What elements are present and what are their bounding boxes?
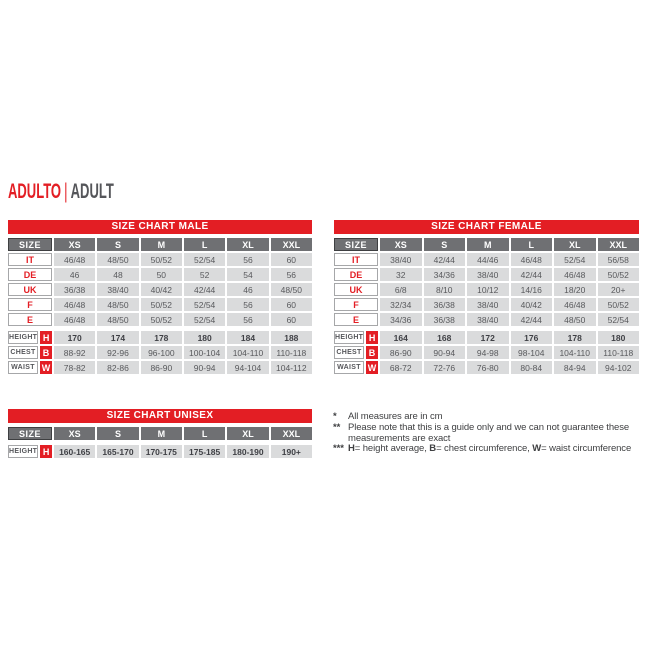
size-system-label: F [334, 298, 378, 311]
size-value-cell: 50/52 [598, 298, 640, 311]
size-system-label: DE [8, 268, 52, 281]
size-system-label: UK [8, 283, 52, 296]
measure-value-cell: 176 [511, 331, 553, 344]
column-header-cell: S [424, 238, 466, 251]
measure-value-cell: 110-118 [271, 346, 312, 359]
column-header-cell: XXL [598, 238, 640, 251]
footnote-text: = height average, [354, 443, 430, 455]
measure-value-cell: 180 [184, 331, 225, 344]
column-header-cell: L [184, 238, 225, 251]
size-value-cell: 60 [271, 253, 312, 266]
measure-value-cell: 94-104 [227, 361, 268, 374]
column-header-cell: M [141, 238, 182, 251]
measure-rows-grid [8, 331, 312, 374]
size-value-cell: 60 [271, 298, 312, 311]
column-header-cell: XXL [271, 238, 312, 251]
size-value-cell: 36/38 [424, 298, 466, 311]
measure-value-cell: 165-170 [97, 445, 138, 458]
page-title [8, 182, 114, 202]
size-value-cell: 52/54 [184, 313, 225, 326]
measure-value-cell: 76-80 [467, 361, 509, 374]
size-value-cell: 46/48 [54, 298, 95, 311]
measure-value-cell: 178 [141, 331, 182, 344]
size-value-cell: 46/48 [511, 253, 553, 266]
measure-value-cell: 94-98 [467, 346, 509, 359]
measure-label: CHEST [8, 346, 38, 359]
column-header-cell: XL [227, 427, 268, 440]
table-header-row [334, 238, 639, 251]
size-value-cell: 56 [227, 298, 268, 311]
size-system-label: E [334, 313, 378, 326]
size-value-cell: 46/48 [54, 313, 95, 326]
footnote-text: H [348, 443, 355, 455]
size-header-cell: SIZE [8, 427, 52, 440]
measure-label-group [334, 331, 378, 344]
footnote-line [333, 444, 635, 455]
size-value-cell: 46/48 [54, 253, 95, 266]
size-value-cell: 42/44 [424, 253, 466, 266]
size-value-cell: 36/38 [424, 313, 466, 326]
size-value-cell: 40/42 [141, 283, 182, 296]
measure-label-group [334, 346, 378, 359]
size-rows-grid [334, 253, 639, 326]
size-value-cell: 52 [184, 268, 225, 281]
size-value-cell: 46 [227, 283, 268, 296]
measure-badge: B [40, 346, 52, 359]
size-system-label: UK [334, 283, 378, 296]
column-header-cell: XL [554, 238, 596, 251]
title-separator: | [64, 180, 68, 203]
measure-label: WAIST [334, 361, 364, 374]
size-value-cell: 52/54 [184, 298, 225, 311]
size-value-cell: 48/50 [554, 313, 596, 326]
size-system-label: IT [8, 253, 52, 266]
measure-value-cell: 110-118 [598, 346, 640, 359]
measure-rows-grid [8, 445, 312, 458]
footnote-marker: *** [333, 443, 344, 455]
column-header-cell: XXL [271, 427, 312, 440]
size-chart-unisex-table [8, 409, 312, 458]
footnote-text: = chest circumference, [436, 443, 533, 455]
size-value-cell: 6/8 [380, 283, 422, 296]
size-value-cell: 56 [271, 268, 312, 281]
size-value-cell: 56/58 [598, 253, 640, 266]
measure-value-cell: 98-104 [511, 346, 553, 359]
column-header-cell: M [467, 238, 509, 251]
table-header-row [8, 238, 312, 251]
size-value-cell: 20+ [598, 283, 640, 296]
size-value-cell: 32/34 [380, 298, 422, 311]
measure-badge: H [40, 331, 52, 344]
size-system-label: F [8, 298, 52, 311]
column-header-cell: XL [227, 238, 268, 251]
column-header-cell: L [184, 427, 225, 440]
size-value-cell: 38/40 [467, 268, 509, 281]
table-title-bar: SIZE CHART UNISEX [8, 409, 312, 423]
column-header-cell: XS [54, 427, 95, 440]
column-header-cell: XS [54, 238, 95, 251]
table-header-row [8, 427, 312, 440]
measure-label: HEIGHT [334, 331, 364, 344]
size-value-cell: 42/44 [511, 313, 553, 326]
measure-value-cell: 92-96 [97, 346, 138, 359]
footnote-marker: ** [333, 421, 341, 433]
size-value-cell: 48/50 [97, 298, 138, 311]
measure-value-cell: 188 [271, 331, 312, 344]
table-title-bar: SIZE CHART FEMALE [334, 220, 639, 234]
measure-badge: H [366, 331, 378, 344]
footnote-text: = waist circumference [541, 443, 632, 455]
measure-label: HEIGHT [8, 331, 38, 344]
measure-value-cell: 94-102 [598, 361, 640, 374]
size-value-cell: 52/54 [184, 253, 225, 266]
measure-value-cell: 104-112 [271, 361, 312, 374]
column-header-cell: S [97, 238, 138, 251]
size-system-label: E [8, 313, 52, 326]
title-primary: ADULTO [8, 180, 62, 203]
measure-value-cell: 190+ [271, 445, 312, 458]
size-value-cell: 46 [54, 268, 95, 281]
size-value-cell: 50/52 [598, 268, 640, 281]
size-rows-grid [8, 253, 312, 326]
size-value-cell: 50/52 [141, 253, 182, 266]
size-value-cell: 56 [227, 313, 268, 326]
measure-label-group [8, 361, 52, 374]
measure-value-cell: 90-94 [424, 346, 466, 359]
size-chart-female-table [334, 220, 639, 374]
size-header-cell: SIZE [8, 238, 52, 251]
size-value-cell: 48 [97, 268, 138, 281]
measure-badge: B [366, 346, 378, 359]
measure-label-group [8, 331, 52, 344]
size-value-cell: 60 [271, 313, 312, 326]
size-value-cell: 48/50 [97, 253, 138, 266]
size-value-cell: 56 [227, 253, 268, 266]
size-value-cell: 52/54 [554, 253, 596, 266]
size-value-cell: 42/44 [511, 268, 553, 281]
measure-value-cell: 170 [54, 331, 95, 344]
measure-label-group [334, 361, 378, 374]
measure-value-cell: 168 [424, 331, 466, 344]
measure-value-cell: 96-100 [141, 346, 182, 359]
size-header-cell: SIZE [334, 238, 378, 251]
column-header-cell: M [141, 427, 182, 440]
measure-value-cell: 84-94 [554, 361, 596, 374]
measure-value-cell: 175-185 [184, 445, 225, 458]
footnote-text: Please note that this is a guide only and we can not guarantee these measurements are exact [348, 421, 630, 444]
size-system-label: DE [334, 268, 378, 281]
measure-value-cell: 104-110 [227, 346, 268, 359]
footnote-line [333, 423, 635, 445]
footnote-text: All measures are in cm [348, 411, 443, 422]
measure-badge: W [367, 362, 377, 373]
measure-value-cell: 80-84 [511, 361, 553, 374]
measure-value-cell: 72-76 [424, 361, 466, 374]
measure-value-cell: 160-165 [54, 445, 95, 458]
size-value-cell: 48/50 [271, 283, 312, 296]
size-value-cell: 8/10 [424, 283, 466, 296]
measure-label: CHEST [334, 346, 364, 359]
column-header-cell: XS [380, 238, 422, 251]
measure-value-cell: 174 [97, 331, 138, 344]
size-value-cell: 34/36 [424, 268, 466, 281]
measure-value-cell: 82-86 [97, 361, 138, 374]
measure-value-cell: 86-90 [380, 346, 422, 359]
measure-value-cell: 104-110 [554, 346, 596, 359]
footnote-marker: * [333, 411, 337, 422]
measure-value-cell: 180-190 [227, 445, 268, 458]
measure-label-group [8, 445, 52, 458]
title-secondary: ADULT [70, 180, 114, 203]
size-system-label: IT [334, 253, 378, 266]
size-value-cell: 38/40 [467, 313, 509, 326]
size-value-cell: 50/52 [141, 298, 182, 311]
size-value-cell: 46/48 [554, 298, 596, 311]
measure-value-cell: 184 [227, 331, 268, 344]
measure-value-cell: 172 [467, 331, 509, 344]
size-value-cell: 44/46 [467, 253, 509, 266]
measure-badge: W [41, 362, 51, 373]
measure-badge: H [40, 445, 52, 458]
column-header-cell: S [97, 427, 138, 440]
column-header-cell: L [511, 238, 553, 251]
size-value-cell: 48/50 [97, 313, 138, 326]
measure-value-cell: 178 [554, 331, 596, 344]
size-value-cell: 40/42 [511, 298, 553, 311]
size-value-cell: 50/52 [141, 313, 182, 326]
size-value-cell: 50 [141, 268, 182, 281]
size-value-cell: 54 [227, 268, 268, 281]
measure-label-group [8, 346, 52, 359]
size-value-cell: 10/12 [467, 283, 509, 296]
footnote-text: B [429, 443, 437, 455]
footnote-text: W [532, 443, 542, 455]
size-value-cell: 52/54 [598, 313, 640, 326]
measure-value-cell: 164 [380, 331, 422, 344]
measure-value-cell: 180 [598, 331, 640, 344]
measure-label: WAIST [8, 361, 38, 374]
size-value-cell: 36/38 [54, 283, 95, 296]
size-value-cell: 14/16 [511, 283, 553, 296]
measure-value-cell: 100-104 [184, 346, 225, 359]
measure-value-cell: 68-72 [380, 361, 422, 374]
size-value-cell: 34/36 [380, 313, 422, 326]
size-value-cell: 38/40 [467, 298, 509, 311]
measure-value-cell: 170-175 [141, 445, 182, 458]
measure-label: HEIGHT [8, 445, 38, 458]
size-value-cell: 38/40 [380, 253, 422, 266]
size-value-cell: 18/20 [554, 283, 596, 296]
measure-value-cell: 88-92 [54, 346, 95, 359]
measure-value-cell: 78-82 [54, 361, 95, 374]
size-value-cell: 32 [380, 268, 422, 281]
size-value-cell: 42/44 [184, 283, 225, 296]
measure-value-cell: 86-90 [141, 361, 182, 374]
measure-rows-grid [334, 331, 639, 374]
footnotes [333, 412, 635, 455]
size-value-cell: 46/48 [554, 268, 596, 281]
table-title-bar: SIZE CHART MALE [8, 220, 312, 234]
size-value-cell: 38/40 [97, 283, 138, 296]
size-chart-male-table [8, 220, 312, 374]
measure-value-cell: 90-94 [184, 361, 225, 374]
